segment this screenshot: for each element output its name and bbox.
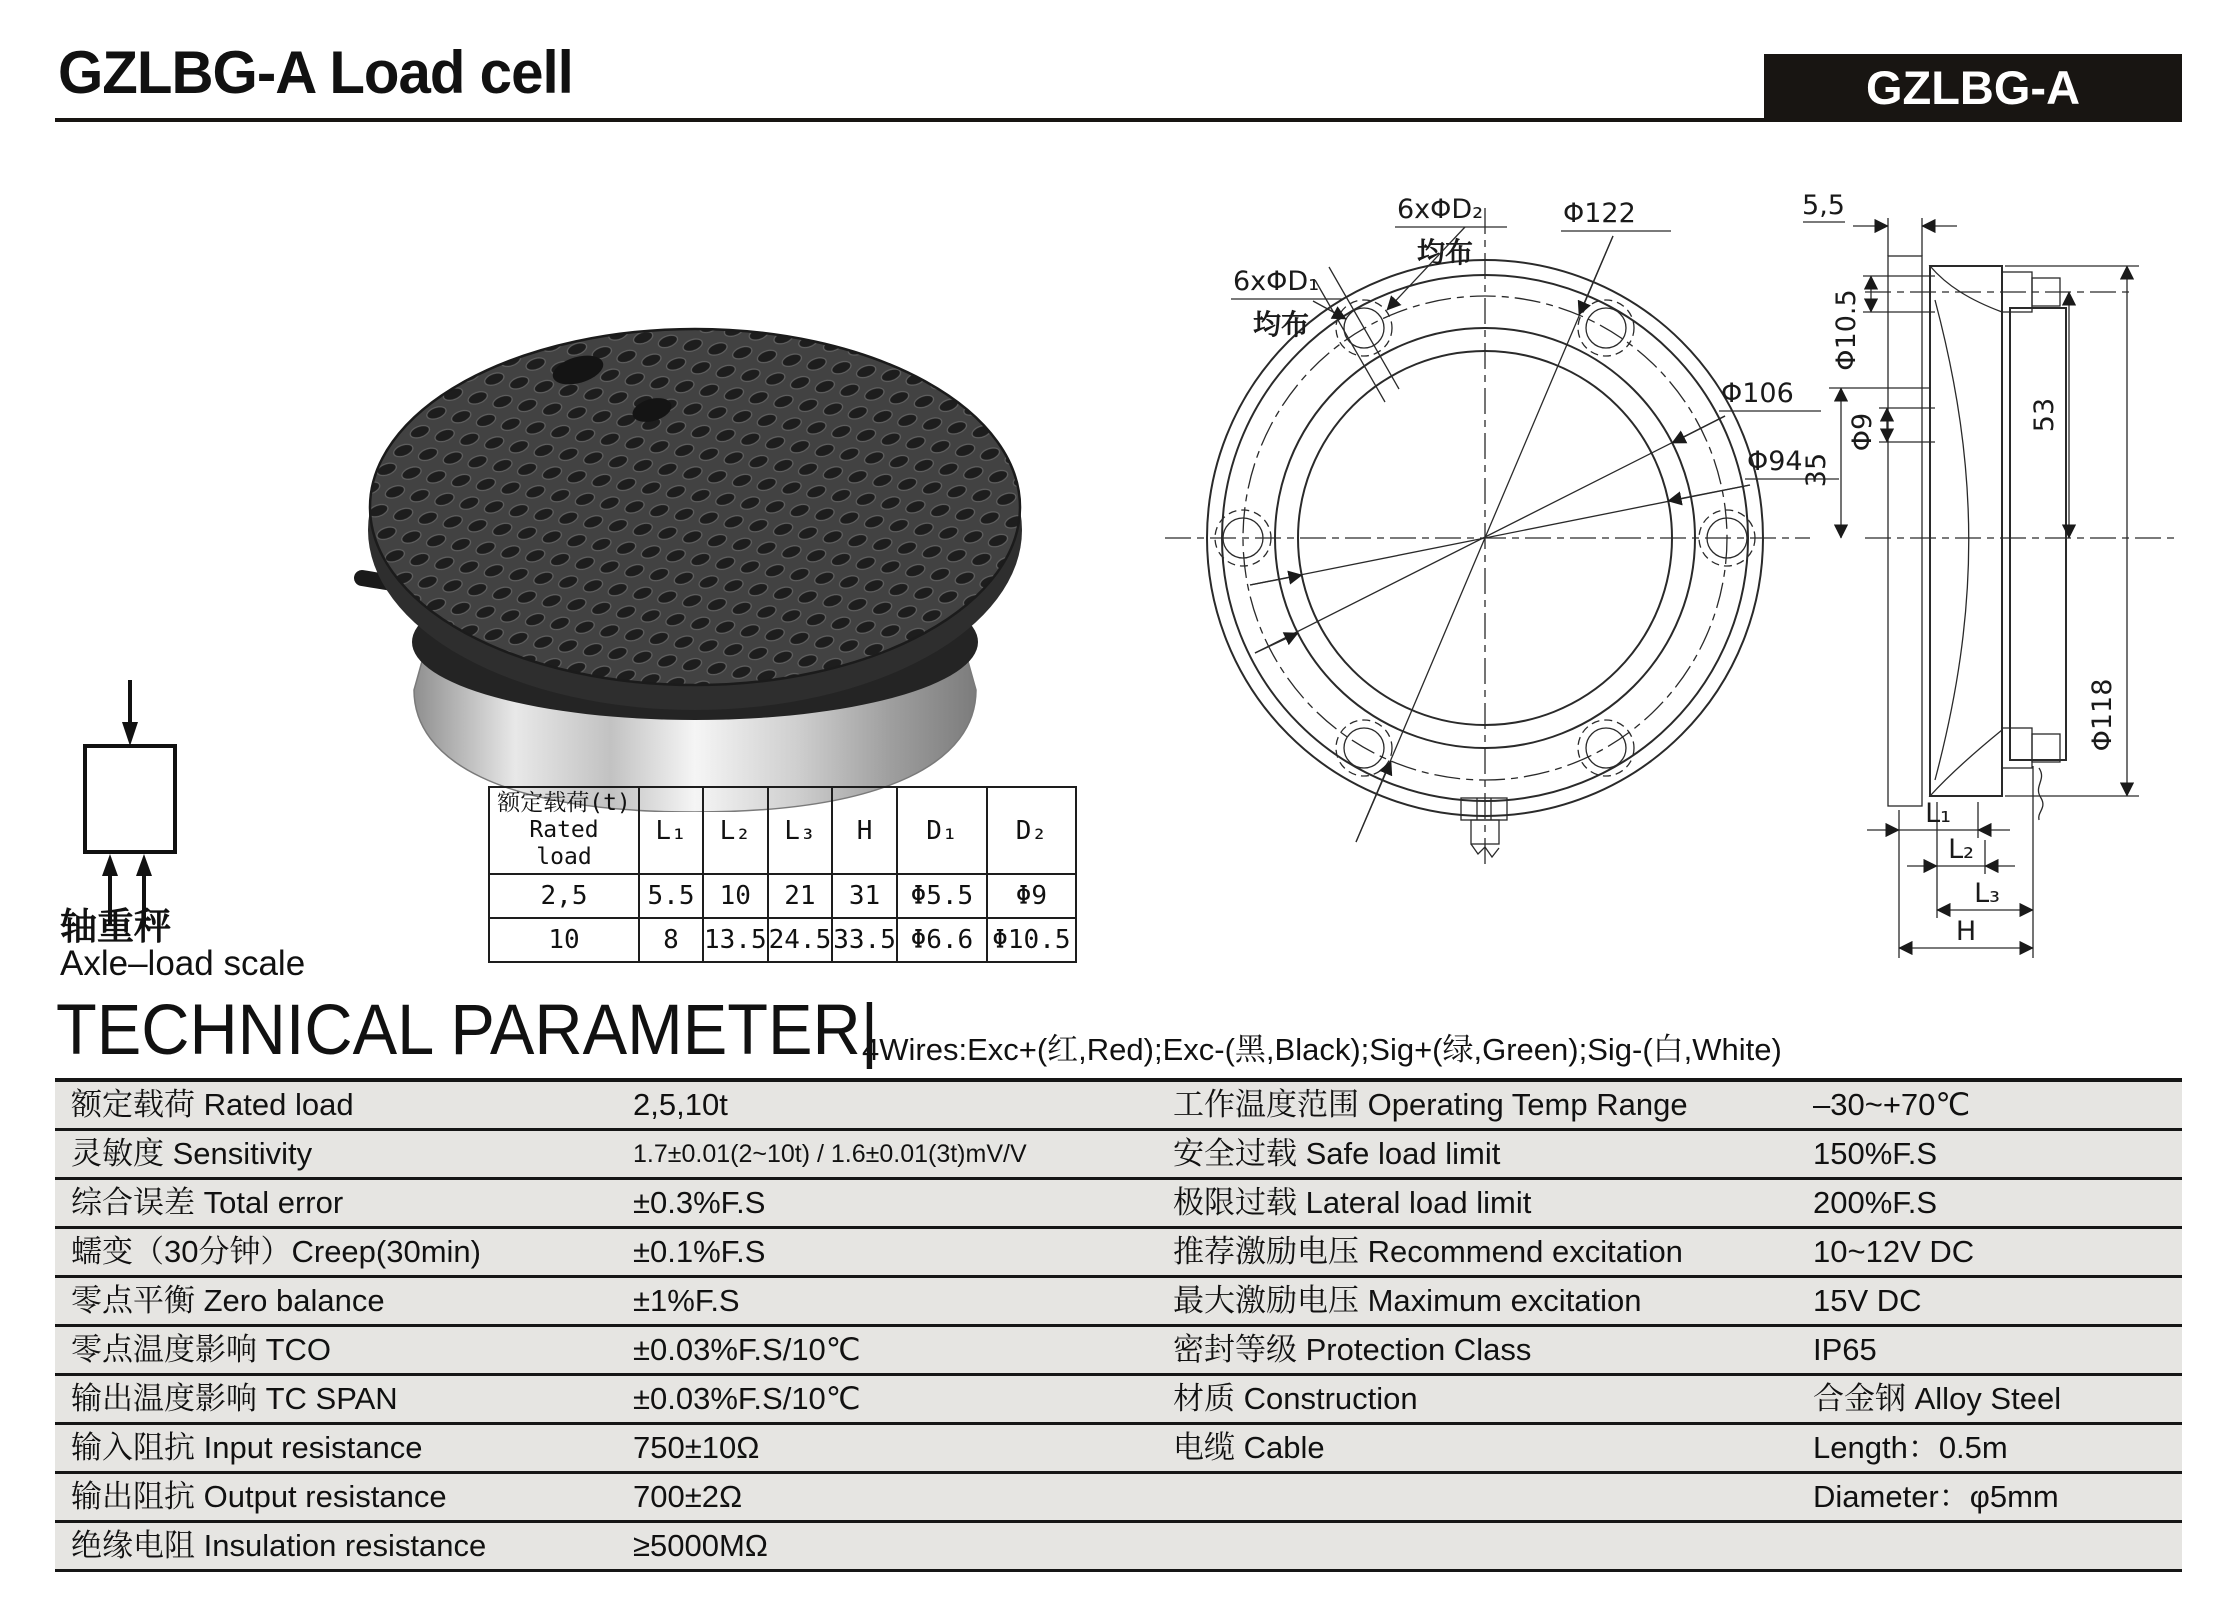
dim-header-l2: L₂ xyxy=(703,787,768,874)
param-label: 灵敏度 Sensitivity xyxy=(71,1136,313,1171)
param-value: ±0.03%F.S/10℃ xyxy=(633,1332,861,1367)
param-value: 合金钢 Alloy Steel xyxy=(1813,1381,2062,1416)
front-view xyxy=(1165,194,1839,870)
technical-drawing xyxy=(1165,170,2234,1015)
param-value: IP65 xyxy=(1813,1332,1877,1367)
param-value xyxy=(1813,1523,2182,1569)
parameter-row xyxy=(55,1523,2182,1572)
param-value: 200%F.S xyxy=(1813,1185,1938,1220)
dim-header-d2: D₂ xyxy=(987,787,1076,874)
parameter-row xyxy=(55,1229,2182,1278)
side-label-dia105: Φ10.5 xyxy=(1831,289,1862,371)
param-value: ±0.1%F.S xyxy=(633,1234,766,1269)
dim-header-d1: D₁ xyxy=(897,787,987,874)
side-label-dia9: Φ9 xyxy=(1847,412,1878,452)
parameter-row xyxy=(55,1376,2182,1425)
side-label-dia118: Φ118 xyxy=(2087,678,2118,752)
parameter-table xyxy=(55,1078,2182,1572)
param-label: 最大激励电压 Maximum excitation xyxy=(1173,1283,1642,1318)
parameter-row xyxy=(55,1327,2182,1376)
model-badge-label: GZLBG-A xyxy=(1865,60,2081,114)
header-rule xyxy=(55,118,2182,122)
wiring-note: 4Wires:Exc+(红,Red);Exc-(黑,Black);Sig+(绿,Green);Sig-(白,White) xyxy=(862,1032,1782,1067)
load-direction-icon xyxy=(52,672,222,932)
side-view xyxy=(1801,190,2175,958)
dim-header-l1: L₁ xyxy=(639,787,703,874)
front-label-dia94: Φ94 xyxy=(1747,446,1803,477)
param-value: 15V DC xyxy=(1813,1283,1922,1318)
parameter-row xyxy=(55,1180,2182,1229)
side-label-l3: L₃ xyxy=(1974,878,2000,909)
param-value: Diameter：φ5mm xyxy=(1813,1479,2059,1514)
parameter-row xyxy=(55,1082,2182,1131)
parameter-row xyxy=(55,1425,2182,1474)
param-value: ±0.3%F.S xyxy=(633,1185,766,1220)
front-label-junbu-top: 均布 xyxy=(1417,236,1474,269)
param-label: 额定载荷 Rated load xyxy=(71,1087,354,1122)
param-label: 密封等级 Protection Class xyxy=(1173,1332,1532,1367)
side-label-35: 35 xyxy=(1801,452,1832,488)
dimension-table-row: 10 8 13.5 24.5 33.5 Φ6.6 Φ10.5 xyxy=(489,918,1076,962)
application-label-en: Axle–load scale xyxy=(60,944,306,983)
param-value: Length：0.5m xyxy=(1813,1430,2008,1465)
front-connector xyxy=(1461,798,1507,857)
model-badge xyxy=(1764,54,2182,120)
side-label-h: H xyxy=(1955,916,1977,947)
param-value: 150%F.S xyxy=(1813,1136,1938,1171)
param-label: 零点温度影响 TCO xyxy=(71,1332,332,1367)
page-title: GZLBG-A Load cell xyxy=(58,39,573,106)
section-title: TECHNICAL PARAMETER| xyxy=(56,991,879,1070)
dim-header-rated-load: 额定载荷(t) Rated load xyxy=(489,787,639,874)
param-value: 750±10Ω xyxy=(633,1430,760,1465)
param-value: 700±2Ω xyxy=(633,1479,743,1514)
param-label: 综合误差 Total error xyxy=(71,1185,344,1220)
param-label: 工作温度范围 Operating Temp Range xyxy=(1173,1087,1688,1122)
dimension-table xyxy=(488,786,1077,963)
param-label xyxy=(1165,1474,1813,1520)
side-label-l2: L₂ xyxy=(1948,834,1974,865)
param-value: 2,5,10t xyxy=(633,1087,728,1122)
param-label: 电缆 Cable xyxy=(1173,1430,1325,1465)
param-label: 绝缘电阻 Insulation resistance xyxy=(71,1528,487,1563)
product-photo xyxy=(350,272,1050,812)
param-label: 安全过载 Safe load limit xyxy=(1173,1136,1501,1171)
plate-top xyxy=(370,329,1020,685)
param-label: 零点平衡 Zero balance xyxy=(71,1283,385,1318)
param-value: –30~+70℃ xyxy=(1813,1087,1971,1122)
param-value: 10~12V DC xyxy=(1813,1234,1975,1269)
parameter-row xyxy=(55,1278,2182,1327)
param-value: ±1%F.S xyxy=(633,1283,740,1318)
param-label xyxy=(1165,1523,1813,1569)
param-label: 蠕变（30分钟）Creep(30min) xyxy=(71,1234,481,1269)
front-label-junbu-left: 均布 xyxy=(1253,308,1310,341)
param-label: 材质 Construction xyxy=(1173,1381,1418,1416)
side-label-53: 53 xyxy=(2029,397,2060,433)
dimension-table-header-row xyxy=(489,787,1076,874)
application-label-cn: 轴重秤 xyxy=(60,906,171,947)
param-value: ≥5000MΩ xyxy=(633,1528,768,1563)
dimension-table-row: 2,5 5.5 10 21 31 Φ5.5 Φ9 xyxy=(489,874,1076,918)
param-label: 输出阻抗 Output resistance xyxy=(71,1479,447,1514)
dim-header-l3: L₃ xyxy=(768,787,833,874)
dim-header-h: H xyxy=(832,787,897,874)
front-label-dia106: Φ106 xyxy=(1721,378,1794,409)
param-label: 推荐激励电压 Recommend excitation xyxy=(1173,1234,1683,1269)
side-label-55: 5,5 xyxy=(1802,190,1845,221)
front-label-6xd1: 6xΦD₁ xyxy=(1233,266,1320,297)
parameter-row xyxy=(55,1131,2182,1180)
front-label-6xd2: 6xΦD₂ xyxy=(1397,194,1484,225)
front-label-dia122: Φ122 xyxy=(1563,198,1636,229)
side-label-l1: L₁ xyxy=(1925,798,1951,829)
parameter-row xyxy=(55,1474,2182,1523)
param-label: 输入阻抗 Input resistance xyxy=(71,1430,423,1465)
param-label: 极限过载 Lateral load limit xyxy=(1173,1185,1532,1220)
param-label: 输出温度影响 TC SPAN xyxy=(71,1381,398,1416)
param-value: ±0.03%F.S/10℃ xyxy=(633,1381,861,1416)
param-value: 1.7±0.01(2~10t) / 1.6±0.01(3t)mV/V xyxy=(633,1140,1027,1168)
